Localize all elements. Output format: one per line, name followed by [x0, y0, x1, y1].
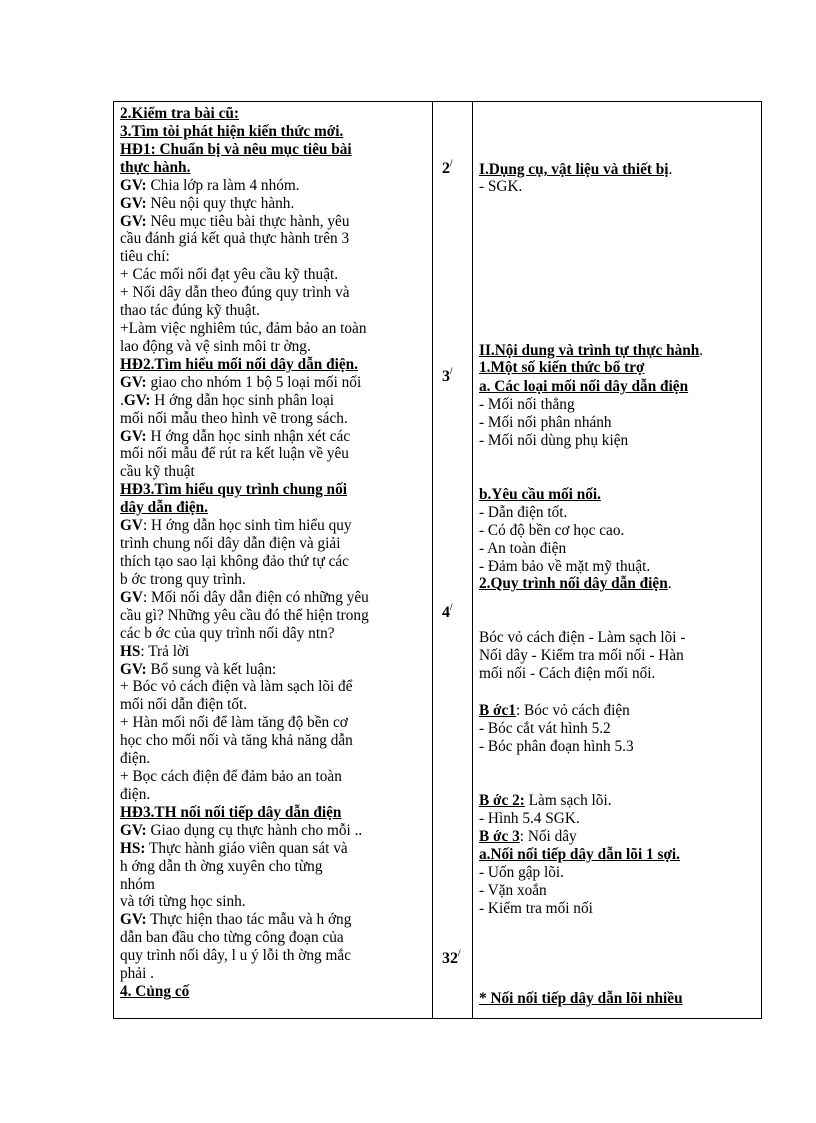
text-run: - Đảm bảo về mặt mỹ thuật.: [479, 558, 651, 575]
text-line: [120, 266, 338, 283]
text-run: I.Dụng cụ, vật liệu và thiết bị: [479, 161, 669, 178]
text-run: h ớng dẫn th ờng xuyên cho từng: [120, 857, 323, 875]
column-divider-left: [432, 102, 433, 1018]
text-run: 3.Tìm tòi phát hiện kiến thức mới.: [120, 122, 344, 140]
text-line: [479, 161, 672, 178]
text-run: : H ớng dẫn học sinh tìm hiểu quy: [142, 517, 352, 535]
text-run: + Bóc vỏ cách điện và làm sạch lõi để: [120, 678, 353, 696]
time-value: [442, 950, 461, 968]
text-run: + Nối dây dẫn theo đúng quy trình và: [120, 284, 350, 302]
text-line: [120, 428, 350, 445]
text-run: GV:: [120, 176, 147, 194]
time-number: 4: [442, 604, 450, 621]
text-line: [120, 893, 246, 910]
text-line: [120, 499, 208, 516]
text-run: cầu gì? Những yêu cầu đó thể hiện trong: [120, 606, 369, 624]
text-run: Nối dây - Kiểm tra mối nối - Hàn: [479, 647, 684, 664]
text-line: [120, 625, 335, 642]
text-run: Chia lớp ra làm 4 nhóm.: [146, 176, 300, 194]
text-line: [479, 846, 680, 863]
text-line: [479, 665, 655, 682]
text-run: - Uốn gập lõi.: [479, 864, 564, 881]
text-run: GV: [120, 588, 143, 606]
text-line: [479, 359, 645, 376]
text-run: GV:: [120, 212, 147, 230]
text-line: [479, 720, 611, 737]
text-line: [120, 983, 189, 1000]
text-line: [479, 900, 593, 917]
text-line: [120, 302, 260, 319]
text-run: + Hàn mối nối để làm tăng độ bền cơ: [120, 714, 348, 732]
text-line: [120, 804, 341, 821]
text-run: HS: [120, 642, 141, 660]
text-run: điện.: [120, 785, 151, 803]
text-run: giao cho nhóm 1 bộ 5 loại mối nối: [146, 373, 362, 391]
text-run: : Bóc vỏ cách điện: [515, 702, 630, 719]
text-run: B ớc1: [479, 702, 516, 719]
text-run: học cho mối nối và tăng khả năng dẫn: [120, 732, 353, 750]
text-line: [120, 105, 239, 122]
text-line: [120, 392, 334, 409]
text-run: - Kiểm tra mối nối: [479, 900, 593, 917]
time-minute-mark: /: [450, 366, 453, 376]
text-run: + Bọc cách điện để đảm bảo an toàn: [120, 768, 342, 786]
text-run: HS:: [120, 839, 146, 857]
text-run: * Nối nối tiếp dây dẫn lõi nhiều: [479, 990, 683, 1007]
time-minute-mark: /: [450, 602, 453, 612]
text-run: 4. Củng cố: [120, 983, 190, 1001]
text-run: - Mối nối thẳng: [479, 396, 575, 413]
text-line: [120, 750, 150, 767]
text-run: mối nối mẫu theo hình vẽ trong sách.: [120, 409, 348, 427]
text-line: [120, 141, 352, 158]
text-line: [120, 661, 276, 678]
text-run: .: [667, 575, 672, 592]
text-line: [479, 792, 612, 809]
text-line: [479, 178, 522, 195]
time-minute-mark: /: [458, 948, 461, 958]
text-line: [120, 840, 348, 857]
text-line: [479, 810, 580, 827]
text-run: - Mối nối phân nhánh: [479, 414, 612, 431]
text-run: 2.Kiểm tra bài cũ:: [120, 105, 239, 122]
text-run: mối nối mẫu để rút ra kết luận về yêu: [120, 445, 349, 463]
text-line: [479, 540, 566, 557]
text-line: [479, 486, 601, 503]
text-run: - SGK.: [479, 178, 523, 195]
text-line: [479, 342, 703, 359]
text-line: [120, 177, 300, 194]
text-run: nhóm: [120, 875, 155, 893]
text-line: [120, 768, 342, 785]
text-line: [120, 374, 361, 391]
text-run: thực hành.: [120, 158, 191, 176]
text-run: b.Yêu cầu mối nối.: [479, 486, 601, 503]
text-run: GV:: [120, 194, 147, 212]
text-run: HĐ2.Tìm hiểu mối nối dây dẫn điện.: [120, 355, 359, 373]
text-run: cầu kỹ thuật: [120, 463, 195, 481]
text-run: B ớc 2:: [479, 792, 525, 809]
text-run: - Bóc phân đoạn hình 5.3: [479, 738, 634, 755]
text-run: tiêu chí:: [120, 248, 170, 266]
text-line: [120, 822, 362, 839]
text-line: [479, 504, 567, 521]
text-line: [120, 589, 369, 606]
text-run: - Dẫn điện tốt.: [479, 504, 568, 521]
text-run: B ớc 3: [479, 828, 520, 845]
text-run: - Mối nối dùng phụ kiện: [479, 432, 629, 449]
text-run: GV:: [120, 373, 147, 391]
text-run: - Có độ bền cơ học cao.: [479, 522, 625, 539]
text-run: thích tạo sao lại không đảo thứ tự các: [120, 553, 349, 570]
text-run: mối nối - Cách điện mối nối.: [479, 665, 656, 682]
text-run: Giao dụng cụ thực hành cho mỗi ..: [146, 821, 363, 839]
text-line: [479, 990, 683, 1007]
text-line: [120, 911, 351, 928]
text-line: [120, 230, 349, 247]
text-line: [479, 432, 628, 449]
text-run: + Các mối nối đạt yêu cầu kỹ thuật.: [120, 266, 339, 284]
text-line: [120, 553, 349, 570]
text-line: [120, 356, 358, 373]
text-run: - Bóc cắt vát hình 5.2: [479, 720, 611, 737]
text-line: [479, 828, 577, 845]
text-line: [479, 575, 672, 592]
text-line: [120, 248, 170, 265]
text-run: Bổ sung và kết luận:: [146, 660, 277, 678]
text-line: [120, 463, 195, 480]
text-run: : Mối nối dây dẫn điện có những yêu: [142, 588, 369, 606]
text-line: [120, 858, 322, 875]
text-run: dẫn ban đầu cho từng công đoạn của: [120, 929, 344, 947]
text-line: [120, 929, 344, 946]
text-run: Làm sạch lõi.: [524, 792, 612, 809]
text-run: HĐ1: Chuẩn bị và nêu mục tiêu bài: [120, 140, 352, 158]
text-run: dây dẫn điện.: [120, 499, 208, 517]
text-run: - Vặn xoắn: [479, 882, 547, 899]
text-line: [120, 410, 348, 427]
text-line: [120, 643, 189, 660]
text-run: H ớng dẫn học sinh nhận xét các: [146, 427, 351, 445]
text-run: Thực hiện thao tác mẫu và h ớng: [146, 911, 352, 929]
text-line: [120, 678, 352, 695]
text-line: [120, 123, 343, 140]
text-run: Bóc vỏ cách điện - Làm sạch lõi -: [479, 629, 686, 646]
text-line: [120, 535, 340, 552]
text-line: [120, 481, 347, 498]
text-run: GV:: [120, 427, 147, 445]
text-run: phải .: [120, 965, 154, 983]
text-line: [120, 965, 154, 982]
text-run: trình chung nối dây dẫn điện và giải: [120, 535, 341, 553]
text-line: [479, 396, 575, 413]
text-run: .: [668, 161, 673, 178]
time-minute-mark: /: [450, 158, 453, 168]
text-line: [120, 445, 349, 462]
text-line: [120, 876, 155, 893]
text-run: GV: [120, 517, 143, 535]
text-run: HĐ3.Tìm hiểu quy trình chung nối: [120, 481, 347, 499]
text-line: [120, 213, 349, 230]
text-run: Thực hành giáo viên quan sát và: [145, 839, 348, 857]
text-run: - Hình 5.4 SGK.: [479, 810, 580, 827]
text-line: [120, 714, 348, 731]
text-run: Nêu mục tiêu bài thực hành, yêu: [146, 212, 350, 230]
text-run: 1.Một số kiến thức bổ trợ: [479, 359, 645, 376]
text-run: HĐ3.TH nối nối tiếp dây dẫn điện: [120, 803, 342, 821]
text-run: 2.Quy trình nối dây dẫn điện: [479, 575, 668, 592]
content-column: [479, 102, 764, 1018]
text-run: và tới từng học sinh.: [120, 893, 246, 911]
text-run: thao tác đúng kỹ thuật.: [120, 302, 260, 320]
text-run: mối nối dẫn điện tốt.: [120, 696, 248, 714]
text-line: [120, 284, 350, 301]
text-run: Nêu nội quy thực hành.: [146, 194, 295, 212]
text-run: b ớc trong quy trình.: [120, 570, 246, 588]
text-line: [479, 738, 634, 755]
text-line: [120, 607, 369, 624]
text-run: GV:: [120, 660, 147, 678]
text-line: [479, 558, 650, 575]
text-run: a. Các loại mối nối dây dẫn điện: [479, 378, 689, 395]
time-number: 32: [442, 950, 458, 967]
column-divider-right: [472, 102, 473, 1018]
text-run: : Trả lời: [140, 642, 190, 660]
time-number: 2: [442, 160, 450, 177]
text-run: .: [120, 391, 124, 409]
text-line: [120, 195, 294, 212]
text-run: +Làm việc nghiêm túc, đảm bảo an toàn: [120, 320, 367, 338]
text-run: các b ớc của quy trình nối dây ntn?: [120, 624, 335, 642]
text-line: [120, 732, 353, 749]
time-value: [442, 368, 453, 386]
text-run: : Nối dây: [519, 828, 577, 845]
text-run: lao động và vệ sinh môi tr ờng.: [120, 337, 311, 355]
text-run: cầu đánh giá kết quả thực hành trên 3: [120, 230, 350, 248]
text-run: a.Nối nối tiếp dây dẫn lõi 1 sợi.: [479, 846, 680, 863]
text-run: GV:: [120, 821, 147, 839]
text-line: [120, 517, 352, 534]
text-run: điện.: [120, 750, 151, 768]
text-line: [120, 338, 311, 355]
text-line: [120, 320, 367, 337]
text-line: [120, 786, 150, 803]
text-line: [479, 882, 547, 899]
time-value: [442, 160, 453, 178]
text-line: [120, 947, 351, 964]
time-number: 3: [442, 368, 450, 385]
text-line: [479, 522, 624, 539]
text-run: II.Nội dung và trình tự thực hành: [479, 342, 700, 359]
text-run: quy trình nối dây, l u ý lỗi th ờng mắc: [120, 947, 351, 965]
text-line: [479, 629, 685, 646]
time-value: [442, 604, 453, 622]
text-line: [120, 159, 190, 176]
text-run: GV:: [123, 391, 151, 409]
text-line: [120, 571, 246, 588]
text-line: [479, 702, 630, 719]
text-run: GV:: [120, 911, 147, 929]
text-run: .: [699, 342, 704, 359]
text-line: [479, 647, 684, 664]
lesson-table: [113, 101, 762, 1019]
text-line: [479, 414, 612, 431]
text-run: H ớng dẫn học sinh phân loại: [150, 391, 335, 409]
text-run: - An toàn điện: [479, 540, 567, 557]
text-line: [120, 696, 247, 713]
text-line: [479, 378, 688, 395]
text-line: [479, 864, 564, 881]
